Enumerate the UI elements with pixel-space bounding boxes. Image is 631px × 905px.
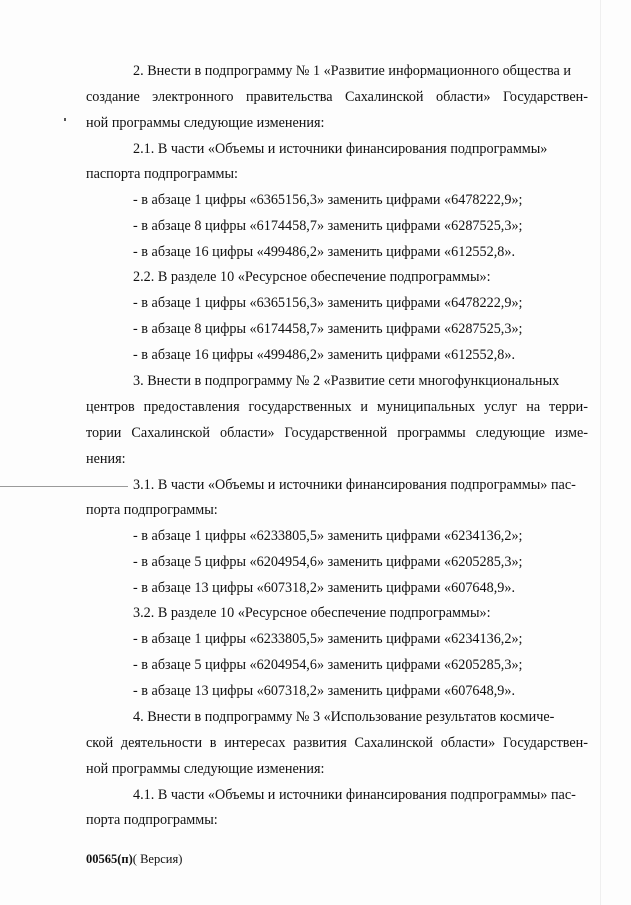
text-line: - в абзаце 1 цифры «6365156,3» заменить цифрами «6478222,9»; (133, 192, 523, 208)
text-line: - в абзаце 16 цифры «499486,2» заменить цифрами «612552,8». (133, 347, 515, 363)
text-line: порта подпрограммы: (86, 812, 218, 828)
text-line: ной программы следующие изменения: (86, 115, 325, 131)
text-line: 3. Внести в подпрограмму № 2 «Развитие сети многофункциональных (133, 373, 560, 389)
text-line: 3.2. В разделе 10 «Ресурсное обеспечение подпрограммы»: (133, 605, 491, 621)
text-line: 3.1. В части «Объемы и источники финансирования подпрограммы» пас- (133, 477, 576, 493)
text-line: 4.1. В части «Объемы и источники финансирования подпрограммы» пас- (133, 787, 576, 803)
text-line: создание электронного правительства Сахалинской области» Государствен- (86, 89, 588, 105)
text-line: - в абзаце 13 цифры «607318,2» заменить цифрами «607648,9». (133, 580, 515, 596)
scan-line-artifact (0, 486, 128, 487)
text-line: ной программы следующие изменения: (86, 761, 325, 777)
text-line: - в абзаце 1 цифры «6233805,5» заменить цифрами «6234136,2»; (133, 528, 523, 544)
text-line: ской деятельности в интересах развития Сахалинской области» Государствен- (86, 735, 588, 751)
scan-line-artifact (600, 0, 601, 905)
text-line: - в абзаце 13 цифры «607318,2» заменить цифрами «607648,9». (133, 683, 515, 699)
text-line: 4. Внести в подпрограмму № 3 «Использование результатов космиче- (133, 709, 555, 725)
text-line: - в абзаце 8 цифры «6174458,7» заменить цифрами «6287525,3»; (133, 218, 523, 234)
text-line: - в абзаце 8 цифры «6174458,7» заменить цифрами «6287525,3»; (133, 321, 523, 337)
text-line: 2.1. В части «Объемы и источники финансирования подпрограммы» (133, 141, 548, 157)
text-line: паспорта подпрограммы: (86, 166, 238, 182)
document-code: 00565(п) (86, 852, 133, 866)
document-footer (86, 851, 182, 867)
text-line: - в абзаце 5 цифры «6204954,6» заменить цифрами «6205285,3»; (133, 554, 523, 570)
text-line: 2.2. В разделе 10 «Ресурсное обеспечение подпрограммы»: (133, 269, 491, 285)
text-line: - в абзаце 5 цифры «6204954,6» заменить цифрами «6205285,3»; (133, 657, 523, 673)
document-version: ( Версия) (132, 852, 183, 866)
text-line: порта подпрограммы: (86, 502, 218, 518)
text-line: - в абзаце 1 цифры «6233805,5» заменить цифрами «6234136,2»; (133, 631, 523, 647)
text-line: нения: (86, 451, 126, 467)
text-line: 2. Внести в подпрограмму № 1 «Развитие информационного общества и (133, 63, 571, 79)
text-line: - в абзаце 1 цифры «6365156,3» заменить цифрами «6478222,9»; (133, 295, 523, 311)
scan-dot-artifact (64, 118, 66, 121)
text-line: центров предоставления государственных и муниципальных услуг на терри- (86, 399, 588, 415)
text-line: тории Сахалинской области» Государственной программы следующие изме- (86, 425, 588, 441)
text-line: - в абзаце 16 цифры «499486,2» заменить цифрами «612552,8». (133, 244, 515, 260)
